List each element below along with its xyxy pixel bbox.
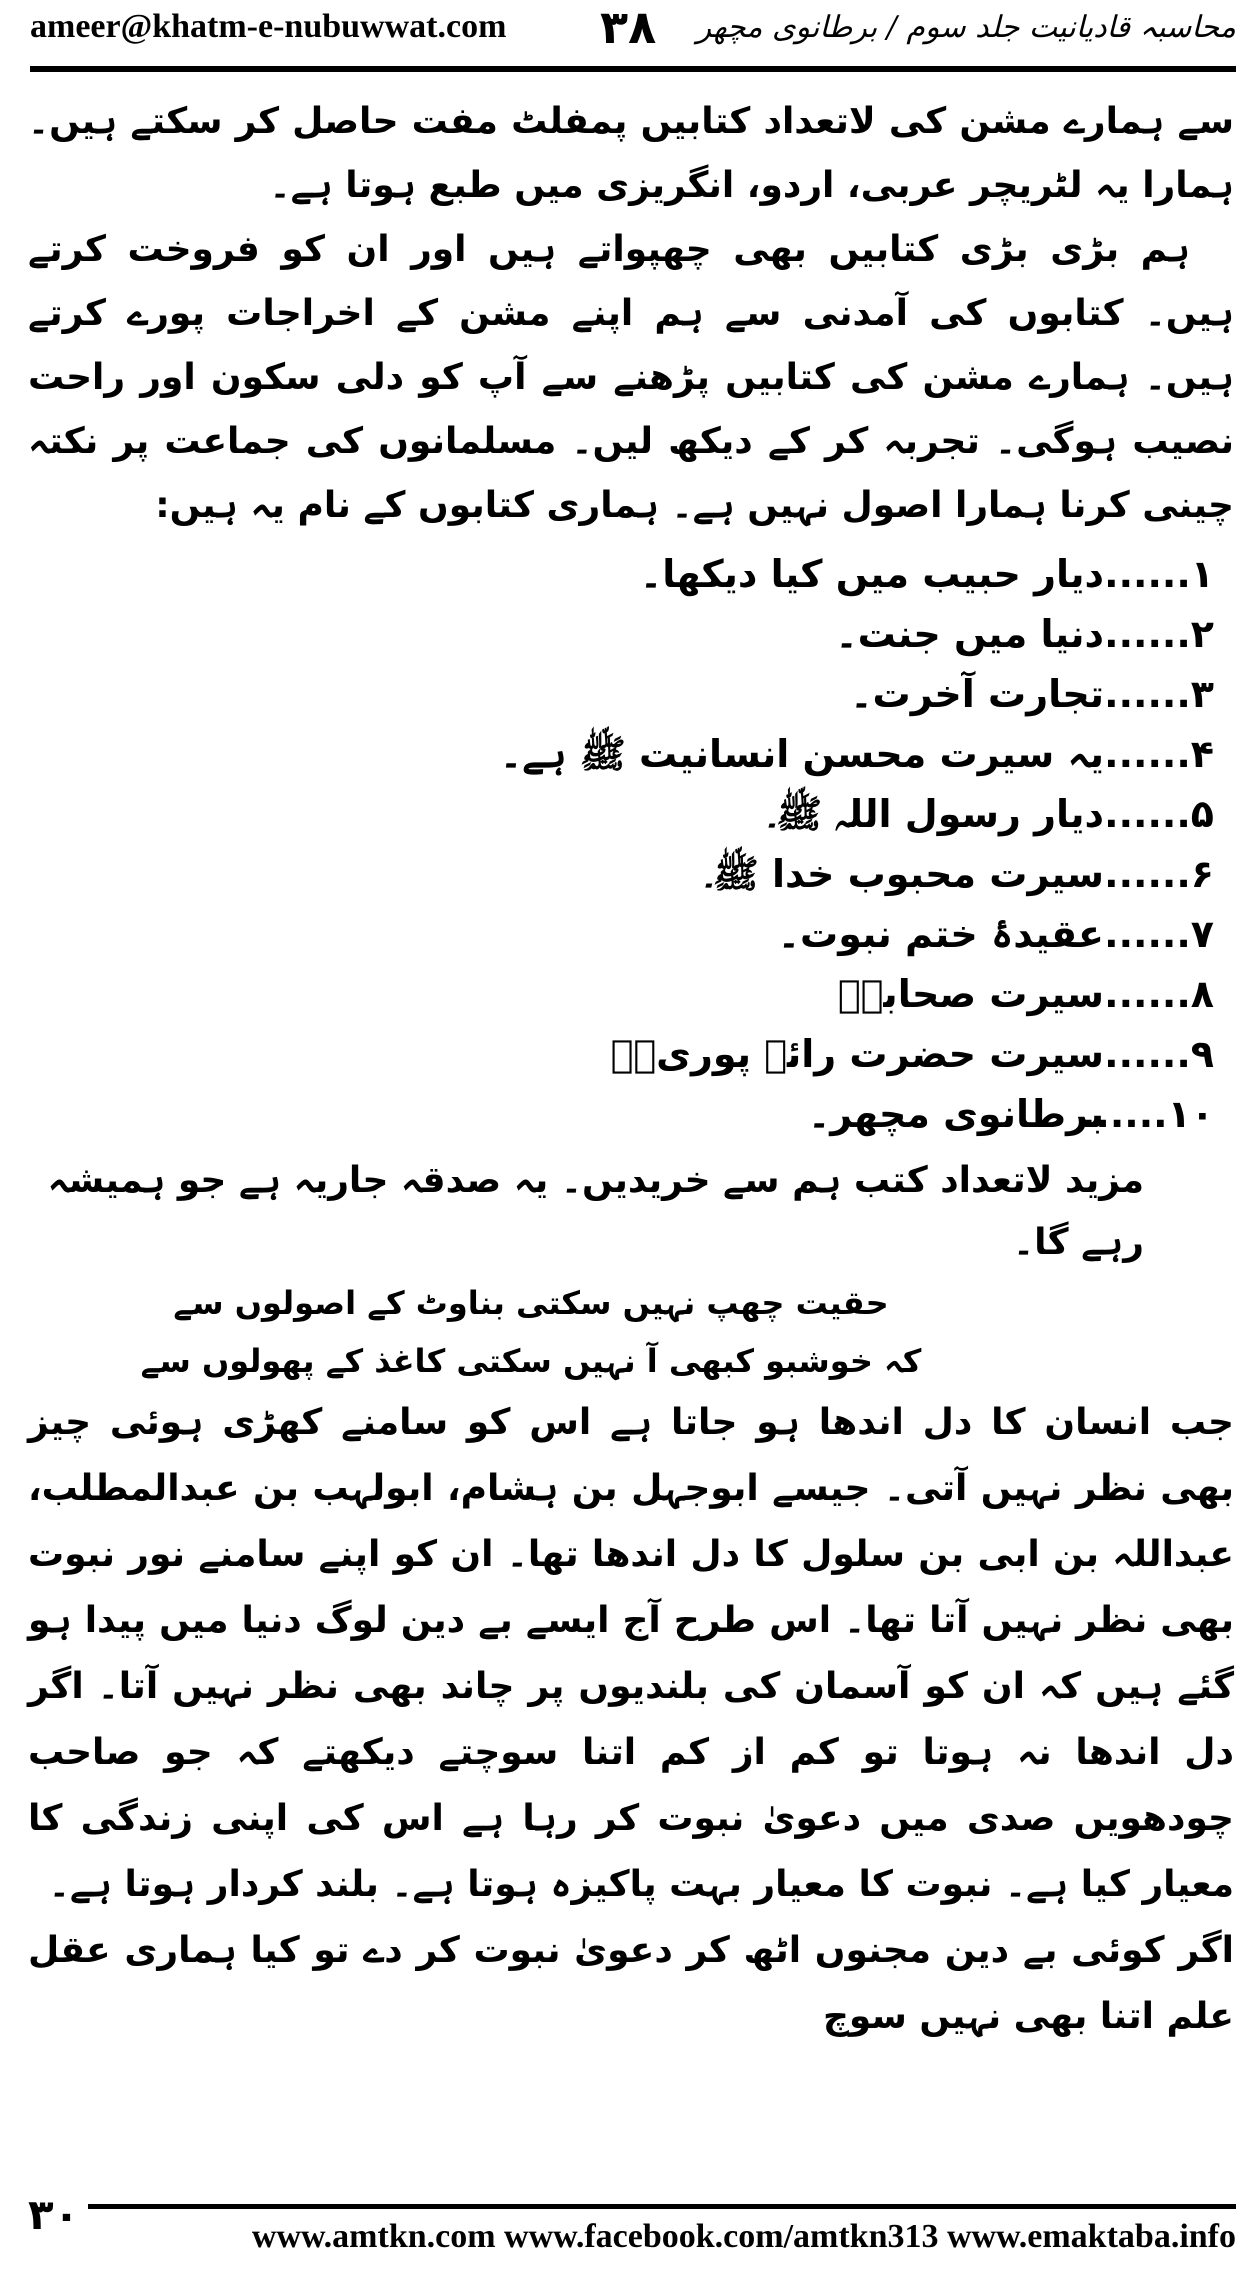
header-rule <box>30 66 1236 72</box>
footer-page-number: ۳۰ <box>28 2190 80 2239</box>
list-number: ۸...... <box>1104 972 1214 1016</box>
page-body <box>28 90 1234 2129</box>
list-number: ۳...... <box>1104 672 1214 716</box>
list-item <box>28 784 1234 844</box>
list-title: دیار رسول اللہ ﷺ۔ <box>767 792 1104 836</box>
list-number: ۲...... <box>1104 612 1214 656</box>
list-number: ۱۰...... <box>1080 1092 1214 1136</box>
list-item <box>28 544 1234 604</box>
paragraph-closing: جب انسان کا دل اندھا ہو جاتا ہے اس کو سامنے کھڑی ہوئی چیز بھی نظر نہیں آتی۔ جیسے ابوجہل بن ہشام، ابولہب بن عبدالمطلب، عبداللہ بن ابی بن سلول کا دل اندھا تھا۔ ان کو اپنے سامنے نور نبوت بھی نظر نہیں آتا تھا۔ اس طرح آج ایسے بے دین لوگ دنیا میں پیدا ہو گئے ہیں کہ ان کو آسمان کی بلندیوں پر چاند بھی نظر نہیں آتا۔ اگر دل اندھا نہ ہوتا تو کم از کم اتنا سوچتے دیکھتے کہ جو صاحب چودھویں صدی میں دعویٰ نبوت کر رہا ہے اس کی اپنی زندگی کا معیار کیا ہے۔ نبوت کا معیار بہت پاکیزہ ہوتا ہے۔ بلند کردار ہوتا ہے۔ <box>28 1402 1234 1905</box>
header-book-title: محاسبہ قادیانیت جلد سوم / برطانوی مچھر <box>696 10 1236 45</box>
header-page-number: ۳۸ <box>600 0 657 54</box>
list-number: ۱...... <box>1104 552 1214 596</box>
list-title: سیرت محبوب خدا ﷺ۔ <box>704 852 1104 896</box>
list-title: سیرت حضرت رائے پوریؒ۔ <box>610 1032 1104 1076</box>
list-item <box>28 724 1234 784</box>
list-title: دنیا میں جنت۔ <box>835 612 1104 656</box>
list-number: ۴...... <box>1104 732 1214 776</box>
list-title: سیرت صحابہؓ <box>837 972 1104 1016</box>
list-title: تجارت آخرت۔ <box>850 672 1104 716</box>
footer-links[interactable]: www.amtkn.com www.facebook.com/amtkn313 www.emaktaba.info <box>251 2218 1236 2255</box>
verse-line-2: کہ خوشبو کبھی آ نہیں سکتی کاغذ کے پھولوں سے <box>140 1342 922 1380</box>
paragraph-last: اگر کوئی بے دین مجنوں اٹھ کر دعویٰ نبوت کر دے تو کیا ہماری عقل علم اتنا بھی نہیں سوچ <box>28 1930 1234 2037</box>
book-list <box>28 544 1234 1144</box>
list-item <box>28 844 1234 904</box>
list-number: ۹...... <box>1104 1032 1214 1076</box>
header-email: ameer@khatm-e-nubuwwat.com <box>30 8 507 45</box>
list-item <box>28 604 1234 664</box>
list-number: ۵...... <box>1104 792 1214 836</box>
list-title: یہ سیرت محسن انسانیت ﷺ ہے۔ <box>499 732 1104 776</box>
paragraph-intro: سے ہمارے مشن کی لاتعداد کتابیں پمفلٹ مفت حاصل کر سکتے ہیں۔ ہمارا یہ لٹریچر عربی، اردو، انگریزی میں طبع ہوتا ہے۔ <box>28 101 1234 206</box>
paragraph-books: ہم بڑی بڑی کتابیں بھی چھپواتے ہیں اور ان کو فروخت کرتے ہیں۔ کتابوں کی آمدنی سے ہم اپنے مشن کے اخراجات پورے کرتے ہیں۔ ہمارے مشن کی کتابیں پڑھنے سے آپ کو دلی سکون اور راحت نصیب ہوگی۔ تجربہ کر کے دیکھ لیں۔ مسلمانوں کی جماعت پر نکتہ چینی کرنا ہمارا اصول نہیں ہے۔ ہماری کتابوں کے نام یہ ہیں: <box>28 229 1234 526</box>
list-item <box>28 664 1234 724</box>
list-item <box>28 1084 1234 1144</box>
list-number: ۶...... <box>1104 852 1214 896</box>
more-books-line: مزید لاتعداد کتب ہم سے خریدیں۔ یہ صدقہ جاریہ ہے جو ہمیشہ رہے گا۔ <box>47 1160 1144 1263</box>
list-title: دیار حبیب میں کیا دیکھا۔ <box>639 552 1104 596</box>
list-number: ۷...... <box>1104 912 1214 956</box>
verse-line-1: حقیت چھپ نہیں سکتی بناوٹ کے اصولوں سے <box>173 1284 889 1322</box>
list-title: عقیدۂ ختم نبوت۔ <box>777 912 1104 956</box>
list-item <box>28 904 1234 964</box>
list-item <box>28 964 1234 1024</box>
page-header <box>30 0 1236 66</box>
page-footer <box>28 2190 1236 2256</box>
footer-rule <box>88 2204 1236 2209</box>
list-title: برطانوی مچھر۔ <box>807 1092 1104 1136</box>
list-item <box>28 1024 1234 1084</box>
